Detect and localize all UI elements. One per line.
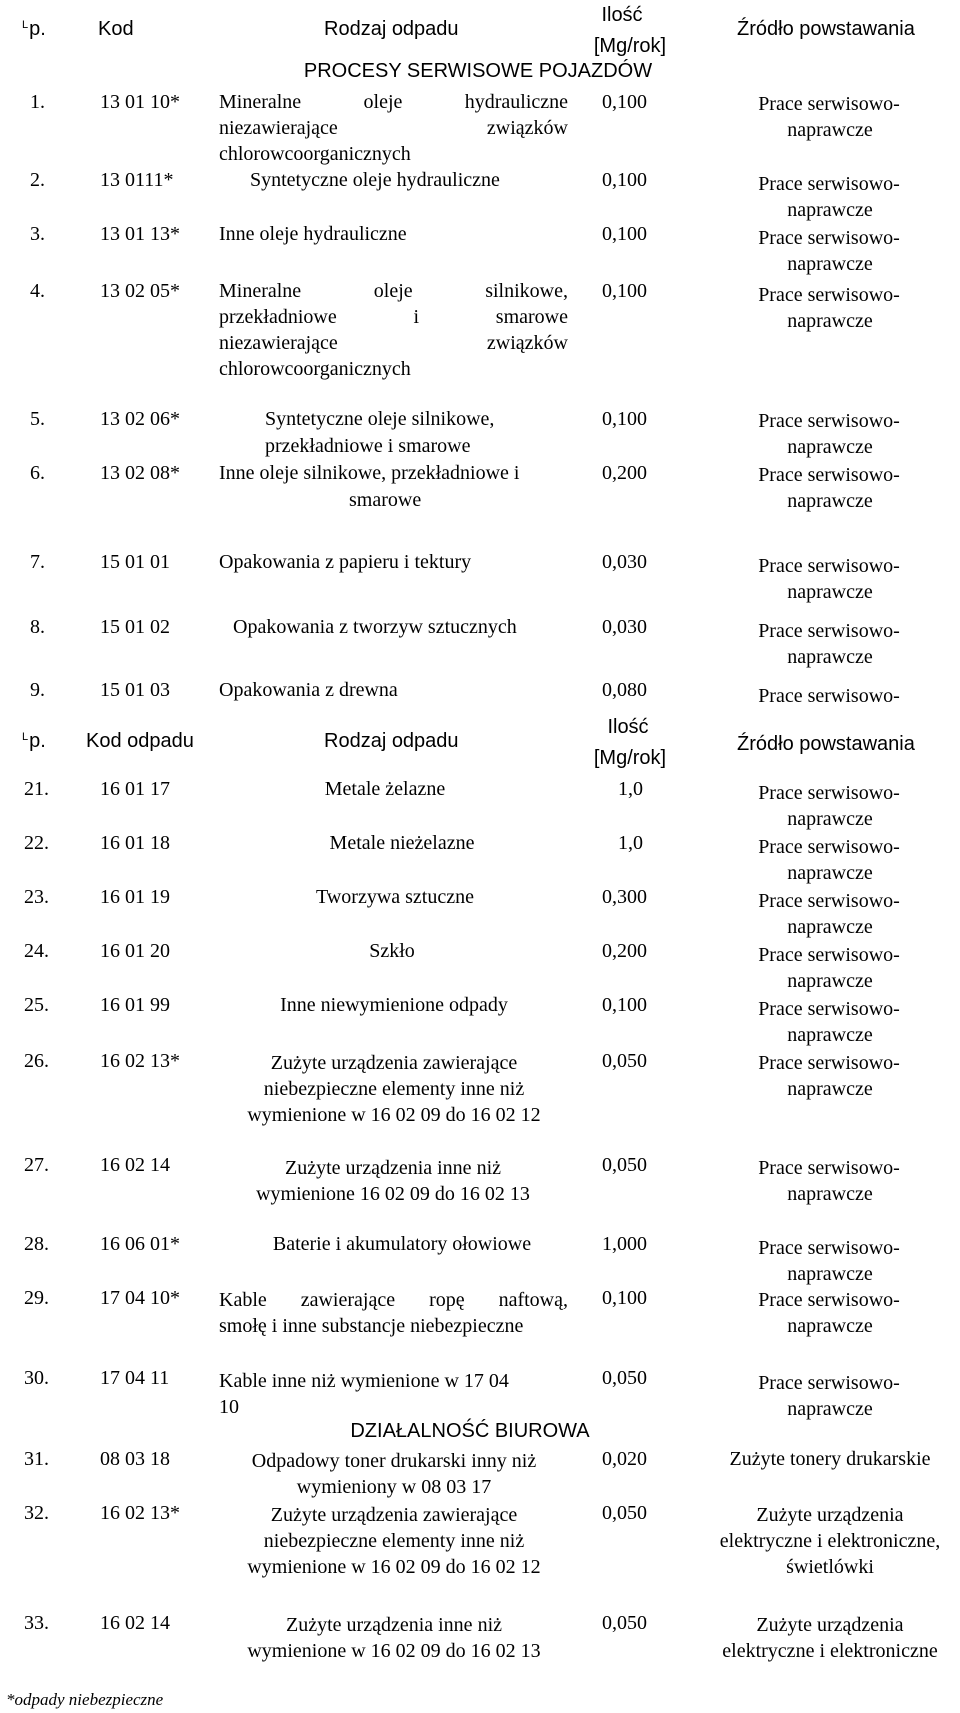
table-cell: naprawcze [787,253,873,275]
row-desc-word: Mineralne [219,280,302,302]
table-cell: naprawcze [787,916,873,938]
row-desc-word: Kable [219,1289,267,1311]
row-desc-word: smarowe [495,306,568,328]
table-cell: przekładniowe i smarowe [265,435,471,457]
table-cell: Prace serwisowo- [758,836,900,858]
header-jednostka: [Mg/rok] [593,35,667,57]
table-cell: wymienione w 16 02 09 do 16 02 12 [247,1556,541,1578]
table-cell: 0,050 [602,1367,647,1389]
footnote: *odpady niebezpieczne [6,1690,164,1709]
row-desc-line [219,115,568,142]
table-cell: Prace serwisowo- [758,1052,900,1074]
table-cell: niebezpieczne elementy inne niż [263,1530,525,1552]
table-cell: 0,200 [602,940,647,962]
table-cell: 16 01 19 [100,886,170,908]
table-cell: 3. [30,223,45,245]
table-cell: Prace serwisowo- [758,620,900,642]
table-cell: niebezpieczne elementy inne niż [263,1078,525,1100]
table-cell: 30. [24,1367,49,1389]
table-cell: Prace serwisowo- [758,1237,900,1259]
table-cell: Prace serwisowo- [758,998,900,1020]
table-cell: Syntetyczne oleje hydrauliczne [250,169,500,191]
table-cell: Baterie i akumulatory ołowiowe [272,1233,532,1255]
table-cell: 0,050 [602,1612,647,1634]
table-cell: 13 0111* [100,169,174,191]
table-cell: 08 03 18 [100,1448,170,1470]
table-cell: 22. [24,832,49,854]
row-desc-word: związków [486,117,568,139]
table-cell: naprawcze [787,581,873,603]
table-cell: 16 02 13* [100,1050,180,1072]
table-cell: 24. [24,940,49,962]
table-cell: naprawcze [787,199,873,221]
header-zrodlo: Źródło powstawania [737,18,915,40]
table-cell: Prace serwisowo- [758,284,900,306]
table-cell: wymienione w 16 02 09 do 16 02 13 [247,1640,541,1662]
header2-zrodlo: Źródło powstawania [737,733,915,755]
table-cell: Prace serwisowo- [758,464,900,486]
row-kod: 13 01 10* [100,91,180,113]
table-cell: 6. [30,462,45,484]
table-cell: 9. [30,679,45,701]
table-cell: 10 [219,1396,239,1418]
row-src-b: naprawcze [787,119,873,141]
table-cell: naprawcze [787,1078,873,1100]
table-cell: naprawcze [787,646,873,668]
table-cell: Zużyte urządzenia zawierające [270,1504,518,1526]
table-cell: 33. [24,1612,49,1634]
table-cell: 0,100 [602,223,647,245]
table-cell: 13 01 13* [100,223,180,245]
table-cell: Inne oleje hydrauliczne [219,223,407,245]
header2-kod: Kod odpadu [86,730,194,752]
table-cell: Zużyte urządzenia inne niż [285,1157,501,1179]
table-cell: naprawcze [787,1183,873,1205]
row-desc-word: zawierające [300,1289,396,1311]
table-cell: 16 06 01* [100,1233,180,1255]
table-cell: 0,100 [602,1287,647,1309]
table-cell: naprawcze [787,436,873,458]
table-cell: Opakowania z tworzyw sztucznych [233,616,517,638]
row-desc-line: chlorowcoorganicznych [219,143,411,165]
table-cell: 15 01 02 [100,616,170,638]
table-cell: 0,100 [602,994,647,1016]
table-cell: 17 04 11 [100,1367,170,1389]
table-cell: 26. [24,1050,49,1072]
table-cell: 2. [30,169,45,191]
table-cell: 17 04 10* [100,1287,180,1309]
row-desc-word: Mineralne [219,91,302,113]
table-cell: Prace serwisowo- [758,890,900,912]
table-cell: 13 02 05* [100,280,180,302]
table-cell: 0,050 [602,1050,647,1072]
row-desc-word: przekładniowe [219,306,337,328]
table-cell: 0,100 [602,280,647,302]
row-lp: 1. [30,91,45,113]
table-cell: naprawcze [787,862,873,884]
table-cell: naprawcze [787,808,873,830]
table-cell: 16 02 14 [100,1154,170,1176]
table-cell: 15 01 01 [100,551,170,573]
table-cell: Opakowania z drewna [219,679,398,701]
table-cell: Prace serwisowo- [758,555,900,577]
table-cell: 23. [24,886,49,908]
header-rodzaj: Rodzaj odpadu [324,18,459,40]
table-cell: Prace serwisowo- [758,1289,900,1311]
table-cell: Tworzywa sztuczne [316,886,474,908]
table-cell: 5. [30,408,45,430]
row-desc-word: hydrauliczne [464,91,568,113]
table-cell: Zużyte urządzenia [756,1614,904,1636]
table-cell: Prace serwisowo- [758,410,900,432]
table-cell: elektryczne i elektroniczne [722,1640,938,1662]
table-cell: 25. [24,994,49,1016]
table-cell: Prace serwisowo- [758,685,900,707]
table-cell: naprawcze [787,1398,873,1420]
table-cell: 1,0 [618,778,643,800]
header2-jednostka: [Mg/rok] [593,747,667,769]
table-cell: Kable inne niż wymienione w 17 04 [219,1370,509,1392]
table-cell: Metale nieżelazne [329,832,475,854]
table-cell: Zużyte tonery drukarskie [729,1448,931,1470]
table-cell: 8. [30,616,45,638]
row-ilosc: 0,100 [602,91,647,113]
header2-lp [22,728,46,758]
table-cell: Prace serwisowo- [758,227,900,249]
table-cell: świetlówki [786,1556,874,1578]
table-cell: 0,050 [602,1154,647,1176]
table-cell: 0,030 [602,616,647,638]
table-cell: naprawcze [787,1263,873,1285]
table-cell: 0,100 [602,169,647,191]
table-cell: 15 01 03 [100,679,170,701]
table-cell: 7. [30,551,45,573]
table-cell: smarowe [349,489,422,511]
row-desc-word: oleje [373,280,413,302]
table-cell: 0,200 [602,462,647,484]
table-cell: Zużyte urządzenia [756,1504,904,1526]
row-desc-word: silnikowe, [485,280,568,302]
row-desc-word: i [413,306,420,328]
table-cell: 32. [24,1502,49,1524]
table-cell: naprawcze [787,490,873,512]
table-cell: 16 01 20 [100,940,170,962]
table-cell: 0,030 [602,551,647,573]
table-cell: 16 01 17 [100,778,170,800]
table-cell: Opakowania z papieru i tektury [219,551,472,573]
row-src-a: Prace serwisowo- [758,93,900,115]
section-title-serwis: PROCESY SERWISOWE POJAZDÓW [303,60,653,82]
table-cell: smołę i inne substancje niebezpieczne [219,1315,524,1337]
table-cell: L [22,731,29,743]
table-cell: Odpadowy toner drukarski inny niż [251,1450,537,1472]
table-cell: wymienione 16 02 09 do 16 02 13 [256,1183,530,1205]
table-cell: wymieniony w 08 03 17 [296,1476,492,1498]
table-cell: 1,0 [618,832,643,854]
table-cell: 13 02 08* [100,462,180,484]
table-cell: chlorowcoorganicznych [219,358,411,380]
table-cell: 29. [24,1287,49,1309]
table-cell: 0,100 [602,408,647,430]
header2-rodzaj: Rodzaj odpadu [324,730,459,752]
table-header-repeat [0,712,960,774]
row-desc-line [219,89,568,116]
table-cell: Prace serwisowo- [758,173,900,195]
table-cell: 21. [24,778,49,800]
table-cell: Inne oleje silnikowe, przekładniowe i [219,462,520,484]
row-desc-word: związków [486,332,568,354]
table-cell: 0,080 [602,679,647,701]
table-cell: elektryczne i elektroniczne, [719,1530,941,1552]
table-cell: wymienione w 16 02 09 do 16 02 12 [247,1104,541,1126]
header-kod: Kod [98,18,134,40]
table-cell: Prace serwisowo- [758,1157,900,1179]
table-cell: 28. [24,1233,49,1255]
table-cell: Metale żelazne [324,778,446,800]
table-cell: Zużyte urządzenia inne niż [286,1614,502,1636]
header-lp [22,16,46,46]
table-cell: 16 01 99 [100,994,170,1016]
table-cell: Inne niewymienione odpady [280,994,508,1016]
row-desc-word: ropę [429,1289,465,1311]
table-cell: Prace serwisowo- [758,782,900,804]
table-cell: naprawcze [787,1024,873,1046]
table-cell: Szkło [369,940,415,962]
table-cell: naprawcze [787,310,873,332]
table-cell: 31. [24,1448,49,1470]
table-cell: Prace serwisowo- [758,944,900,966]
header-lp-label: p. [29,18,46,40]
table-cell: 4. [30,280,45,302]
table-cell: Syntetyczne oleje silnikowe, [265,408,495,430]
table-cell: 16 02 14 [100,1612,170,1634]
header-lp-sup: L [22,19,29,31]
row-desc-word: niezawierające [219,117,338,139]
header-ilosc: Ilość [601,4,643,26]
table-cell: naprawcze [787,1315,873,1337]
table-cell: 13 02 06* [100,408,180,430]
table-cell: Prace serwisowo- [758,1372,900,1394]
table-cell: p. [29,730,46,752]
row-desc-word: naftową, [498,1289,568,1311]
table-cell: 27. [24,1154,49,1176]
table-cell: 1,000 [602,1233,647,1255]
row-desc-word: oleje [363,91,403,113]
table-cell: 16 01 18 [100,832,170,854]
table-cell: 16 02 13* [100,1502,180,1524]
table-cell: 0,300 [602,886,647,908]
table-cell: 0,050 [602,1502,647,1524]
header2-ilosc: Ilość [607,716,649,738]
table-cell: naprawcze [787,970,873,992]
row-desc-word: niezawierające [219,332,338,354]
table-cell: 0,020 [602,1448,647,1470]
table-cell: Zużyte urządzenia zawierające [270,1052,518,1074]
section-title-biuro: DZIAŁALNOŚĆ BIUROWA [350,1420,590,1442]
